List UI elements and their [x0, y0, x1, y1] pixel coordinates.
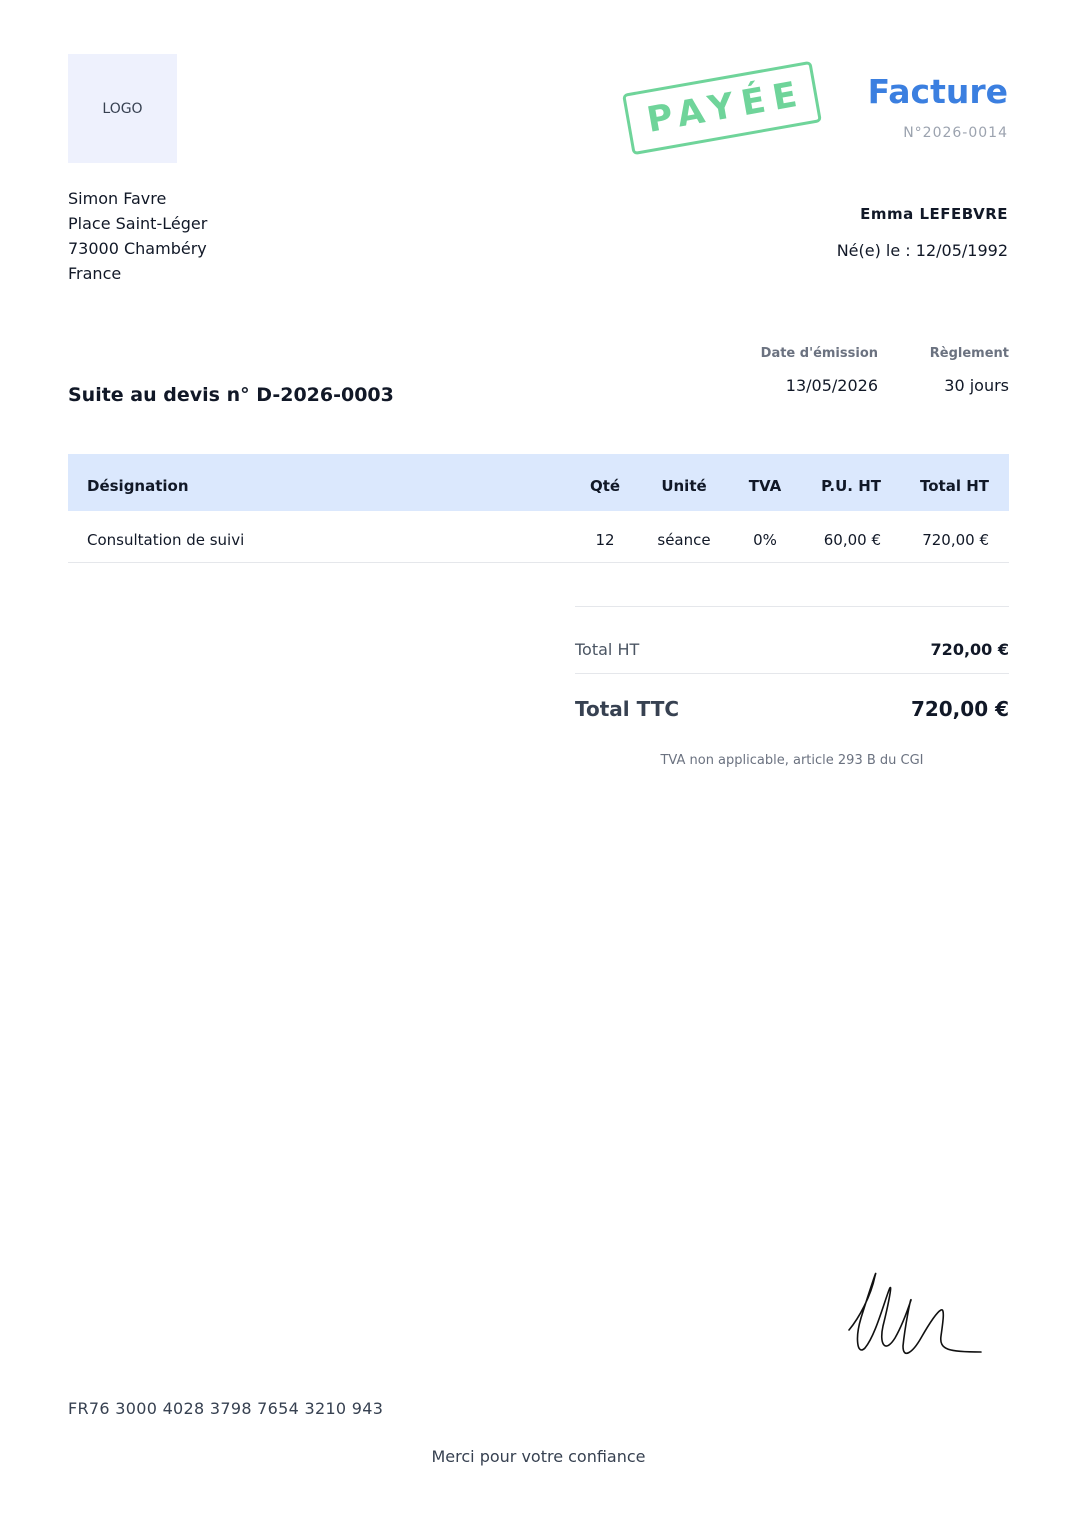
- totals-divider: [575, 673, 1009, 674]
- payment-terms-value: 30 jours: [944, 376, 1009, 395]
- col-vat: TVA: [748, 477, 782, 495]
- issuer-country: France: [68, 264, 122, 283]
- issuer-name: Simon Favre: [68, 189, 167, 208]
- col-qty: Qté: [589, 477, 621, 495]
- logo-placeholder: [68, 54, 177, 163]
- issuer-address: [68, 186, 207, 286]
- total-ttc-label: Total TTC: [575, 697, 680, 721]
- thank-you-note: Merci pour votre confiance: [431, 1447, 646, 1466]
- issue-date-value: 13/05/2026: [785, 376, 878, 395]
- quote-reference: Suite au devis n° D-2026-0003: [68, 384, 394, 406]
- total-ht-value: 720,00 €: [930, 640, 1009, 659]
- row-qty: 12: [595, 531, 615, 549]
- total-ttc-value: 720,00 €: [910, 697, 1009, 721]
- row-unit-price: 60,00 €: [823, 531, 881, 549]
- paid-stamp: [622, 61, 822, 155]
- client-name: Emma LEFEBVRE: [860, 205, 1008, 223]
- issuer-city: 73000 Chambéry: [68, 239, 207, 258]
- col-unit-price: P.U. HT: [821, 477, 881, 495]
- row-vat: 0%: [753, 531, 777, 549]
- vat-exemption-note: TVA non applicable, article 293 B du CGI: [660, 753, 924, 768]
- row-total: 720,00 €: [922, 531, 989, 549]
- row-divider: [68, 562, 1009, 563]
- signature-image: [845, 1266, 985, 1362]
- issue-date-label: Date d'émission: [760, 346, 878, 361]
- col-unit: Unité: [661, 477, 707, 495]
- payment-terms-label: Règlement: [929, 346, 1009, 361]
- col-total: Total HT: [920, 477, 989, 495]
- col-designation: Désignation: [87, 477, 189, 495]
- invoice-number: N°2026-0014: [903, 125, 1008, 141]
- issuer-street: Place Saint-Léger: [68, 214, 208, 233]
- row-designation: Consultation de suivi: [87, 531, 245, 549]
- paid-stamp-text: PAYÉE: [644, 73, 808, 141]
- logo-text: LOGO: [102, 100, 143, 117]
- row-unit: séance: [657, 531, 711, 549]
- totals-divider-top: [575, 606, 1009, 607]
- client-birth-date: Né(e) le : 12/05/1992: [836, 241, 1008, 260]
- iban: FR76 3000 4028 3798 7654 3210 943: [68, 1399, 384, 1418]
- total-ht-label: Total HT: [575, 640, 640, 659]
- invoice-title: Facture: [867, 72, 1008, 111]
